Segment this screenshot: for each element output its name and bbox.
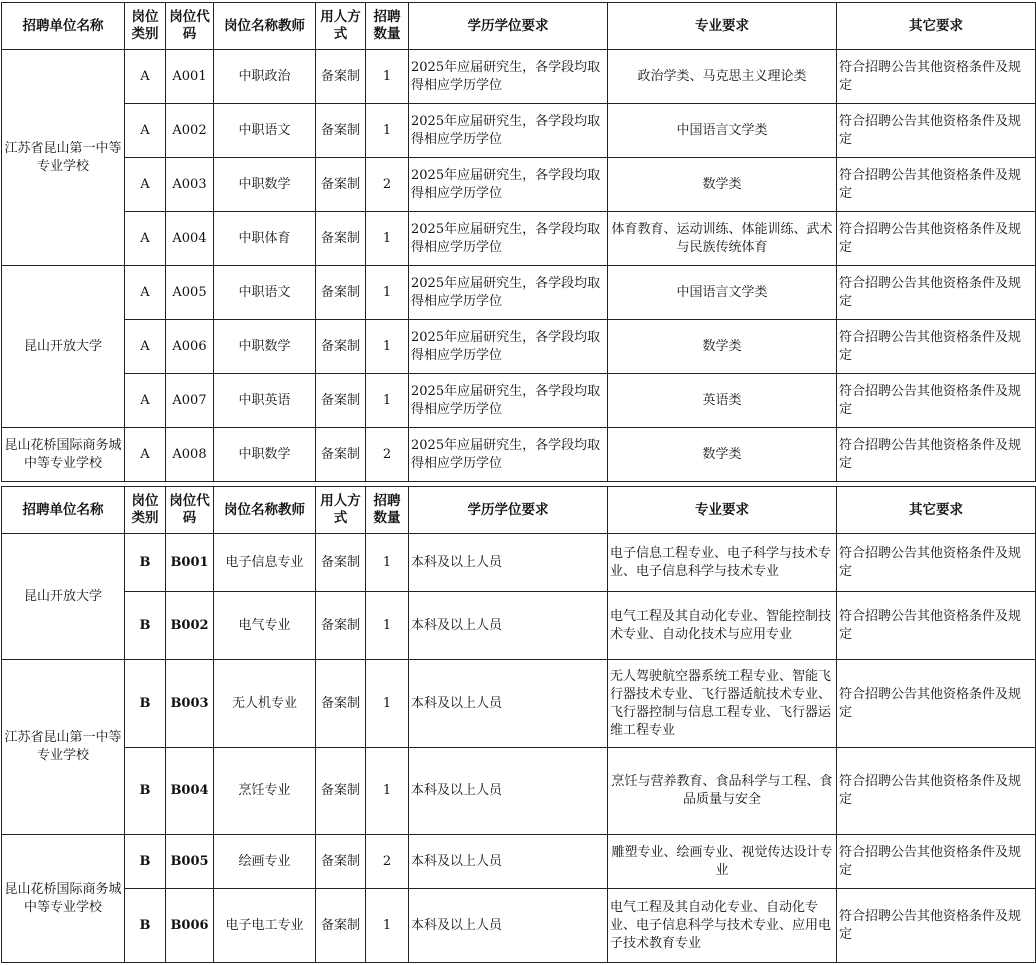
header-category: 岗位类别 <box>125 487 166 534</box>
major-cell: 电气工程及其自动化专业、智能控制技术专业、自动化技术与应用专业 <box>608 592 837 660</box>
table-row <box>2 889 1036 963</box>
other-cell: 符合招聘公告其他资格条件及规定 <box>837 266 1036 320</box>
code-cell: B002 <box>166 592 214 660</box>
position-cell: 中职体育 <box>214 212 316 266</box>
code-cell: B003 <box>166 660 214 748</box>
table-row <box>2 748 1036 835</box>
count-cell: 2 <box>366 428 409 482</box>
position-cell: 中职英语 <box>214 374 316 428</box>
table-row <box>2 50 1036 104</box>
header-code: 岗位代码 <box>166 487 214 534</box>
position-cell: 电子信息专业 <box>214 534 316 592</box>
table-row <box>2 660 1036 748</box>
header-position: 岗位名称教师 <box>214 487 316 534</box>
code-cell: A001 <box>166 50 214 104</box>
education-cell: 2025年应届研究生，各学段均取得相应学历学位 <box>409 374 608 428</box>
other-cell: 符合招聘公告其他资格条件及规定 <box>837 748 1036 835</box>
unit-name: 江苏省昆山第一中等专业学校 <box>2 50 125 266</box>
unit-name: 昆山花桥国际商务城中等专业学校 <box>2 835 125 963</box>
code-cell: B001 <box>166 534 214 592</box>
table-b-header-row <box>2 487 1036 534</box>
code-cell: A003 <box>166 158 214 212</box>
position-cell: 电气专业 <box>214 592 316 660</box>
header-category: 岗位类别 <box>125 3 166 50</box>
header-mode: 用人方式 <box>316 487 366 534</box>
category-cell: A <box>125 158 166 212</box>
table-row <box>2 212 1036 266</box>
other-cell: 符合招聘公告其他资格条件及规定 <box>837 660 1036 748</box>
count-cell: 1 <box>366 748 409 835</box>
count-cell: 2 <box>366 158 409 212</box>
header-major: 专业要求 <box>608 487 837 534</box>
mode-cell: 备案制 <box>316 748 366 835</box>
education-cell: 2025年应届研究生，各学段均取得相应学历学位 <box>409 320 608 374</box>
table-row <box>2 104 1036 158</box>
mode-cell: 备案制 <box>316 212 366 266</box>
category-cell: B <box>125 889 166 963</box>
position-cell: 电子电工专业 <box>214 889 316 963</box>
code-cell: A005 <box>166 266 214 320</box>
header-education: 学历学位要求 <box>409 3 608 50</box>
unit-name: 昆山开放大学 <box>2 534 125 660</box>
major-cell: 雕塑专业、绘画专业、视觉传达设计专业 <box>608 835 837 889</box>
position-cell: 中职语文 <box>214 266 316 320</box>
major-cell: 烹饪与营养教育、食品科学与工程、食品质量与安全 <box>608 748 837 835</box>
category-cell: B <box>125 748 166 835</box>
table-row <box>2 835 1036 889</box>
mode-cell: 备案制 <box>316 835 366 889</box>
position-cell: 中职数学 <box>214 320 316 374</box>
education-cell: 2025年应届研究生，各学段均取得相应学历学位 <box>409 50 608 104</box>
education-cell: 本科及以上人员 <box>409 835 608 889</box>
table-row <box>2 158 1036 212</box>
education-cell: 本科及以上人员 <box>409 748 608 835</box>
major-cell: 中国语言文学类 <box>608 266 837 320</box>
major-cell: 电子信息工程专业、电子科学与技术专业、电子信息科学与技术专业 <box>608 534 837 592</box>
category-cell: A <box>125 50 166 104</box>
mode-cell: 备案制 <box>316 592 366 660</box>
education-cell: 2025年应届研究生，各学段均取得相应学历学位 <box>409 158 608 212</box>
count-cell: 1 <box>366 660 409 748</box>
unit-name: 昆山花桥国际商务城中等专业学校 <box>2 428 125 482</box>
table-row <box>2 266 1036 320</box>
count-cell: 1 <box>366 104 409 158</box>
code-cell: B006 <box>166 889 214 963</box>
education-cell: 2025年应届研究生，各学段均取得相应学历学位 <box>409 104 608 158</box>
other-cell: 符合招聘公告其他资格条件及规定 <box>837 889 1036 963</box>
count-cell: 1 <box>366 534 409 592</box>
position-cell: 烹饪专业 <box>214 748 316 835</box>
header-code: 岗位代码 <box>166 3 214 50</box>
education-cell: 本科及以上人员 <box>409 889 608 963</box>
major-cell: 中国语言文学类 <box>608 104 837 158</box>
position-cell: 中职政治 <box>214 50 316 104</box>
count-cell: 1 <box>366 266 409 320</box>
category-cell: A <box>125 212 166 266</box>
count-cell: 1 <box>366 374 409 428</box>
recruitment-table-a <box>1 2 1036 482</box>
header-other: 其它要求 <box>837 487 1036 534</box>
category-cell: A <box>125 374 166 428</box>
category-cell: B <box>125 592 166 660</box>
code-cell: A002 <box>166 104 214 158</box>
count-cell: 1 <box>366 212 409 266</box>
mode-cell: 备案制 <box>316 660 366 748</box>
other-cell: 符合招聘公告其他资格条件及规定 <box>837 835 1036 889</box>
category-cell: B <box>125 534 166 592</box>
education-cell: 本科及以上人员 <box>409 592 608 660</box>
header-major: 专业要求 <box>608 3 837 50</box>
header-unit: 招聘单位名称 <box>2 3 125 50</box>
code-cell: A004 <box>166 212 214 266</box>
table-row <box>2 428 1036 482</box>
education-cell: 2025年应届研究生，各学段均取得相应学历学位 <box>409 266 608 320</box>
education-cell: 2025年应届研究生，各学段均取得相应学历学位 <box>409 212 608 266</box>
major-cell: 数学类 <box>608 320 837 374</box>
other-cell: 符合招聘公告其他资格条件及规定 <box>837 212 1036 266</box>
major-cell: 政治学类、马克思主义理论类 <box>608 50 837 104</box>
recruitment-table-b <box>1 486 1036 963</box>
header-count: 招聘数量 <box>366 487 409 534</box>
code-cell: B005 <box>166 835 214 889</box>
count-cell: 1 <box>366 50 409 104</box>
major-cell: 无人驾驶航空器系统工程专业、智能飞行器技术专业、飞行器适航技术专业、飞行器控制与信息工程专业、飞行器运维工程专业 <box>608 660 837 748</box>
code-cell: B004 <box>166 748 214 835</box>
category-cell: A <box>125 428 166 482</box>
category-cell: A <box>125 104 166 158</box>
mode-cell: 备案制 <box>316 320 366 374</box>
education-cell: 2025年应届研究生，各学段均取得相应学历学位 <box>409 428 608 482</box>
other-cell: 符合招聘公告其他资格条件及规定 <box>837 104 1036 158</box>
table-a-header-row <box>2 3 1036 50</box>
code-cell: A008 <box>166 428 214 482</box>
other-cell: 符合招聘公告其他资格条件及规定 <box>837 374 1036 428</box>
mode-cell: 备案制 <box>316 104 366 158</box>
header-education: 学历学位要求 <box>409 487 608 534</box>
count-cell: 1 <box>366 889 409 963</box>
header-unit: 招聘单位名称 <box>2 487 125 534</box>
mode-cell: 备案制 <box>316 266 366 320</box>
mode-cell: 备案制 <box>316 158 366 212</box>
table-row <box>2 320 1036 374</box>
position-cell: 中职数学 <box>214 158 316 212</box>
table-row <box>2 592 1036 660</box>
table-row <box>2 374 1036 428</box>
header-other: 其它要求 <box>837 3 1036 50</box>
table-row <box>2 534 1036 592</box>
position-cell: 无人机专业 <box>214 660 316 748</box>
other-cell: 符合招聘公告其他资格条件及规定 <box>837 320 1036 374</box>
count-cell: 1 <box>366 320 409 374</box>
mode-cell: 备案制 <box>316 428 366 482</box>
education-cell: 本科及以上人员 <box>409 534 608 592</box>
other-cell: 符合招聘公告其他资格条件及规定 <box>837 592 1036 660</box>
code-cell: A006 <box>166 320 214 374</box>
position-cell: 中职语文 <box>214 104 316 158</box>
major-cell: 英语类 <box>608 374 837 428</box>
major-cell: 数学类 <box>608 158 837 212</box>
major-cell: 体育教育、运动训练、体能训练、武术与民族传统体育 <box>608 212 837 266</box>
count-cell: 2 <box>366 835 409 889</box>
category-cell: A <box>125 266 166 320</box>
other-cell: 符合招聘公告其他资格条件及规定 <box>837 428 1036 482</box>
category-cell: B <box>125 660 166 748</box>
category-cell: A <box>125 320 166 374</box>
major-cell: 电气工程及其自动化专业、自动化专业、电子信息科学与技术专业、应用电子技术教育专业 <box>608 889 837 963</box>
major-cell: 数学类 <box>608 428 837 482</box>
position-cell: 绘画专业 <box>214 835 316 889</box>
count-cell: 1 <box>366 592 409 660</box>
mode-cell: 备案制 <box>316 374 366 428</box>
unit-name: 江苏省昆山第一中等专业学校 <box>2 660 125 835</box>
category-cell: B <box>125 835 166 889</box>
other-cell: 符合招聘公告其他资格条件及规定 <box>837 158 1036 212</box>
mode-cell: 备案制 <box>316 889 366 963</box>
position-cell: 中职数学 <box>214 428 316 482</box>
education-cell: 本科及以上人员 <box>409 660 608 748</box>
unit-name: 昆山开放大学 <box>2 266 125 428</box>
mode-cell: 备案制 <box>316 50 366 104</box>
header-mode: 用人方式 <box>316 3 366 50</box>
code-cell: A007 <box>166 374 214 428</box>
mode-cell: 备案制 <box>316 534 366 592</box>
other-cell: 符合招聘公告其他资格条件及规定 <box>837 534 1036 592</box>
header-position: 岗位名称教师 <box>214 3 316 50</box>
other-cell: 符合招聘公告其他资格条件及规定 <box>837 50 1036 104</box>
header-count: 招聘数量 <box>366 3 409 50</box>
